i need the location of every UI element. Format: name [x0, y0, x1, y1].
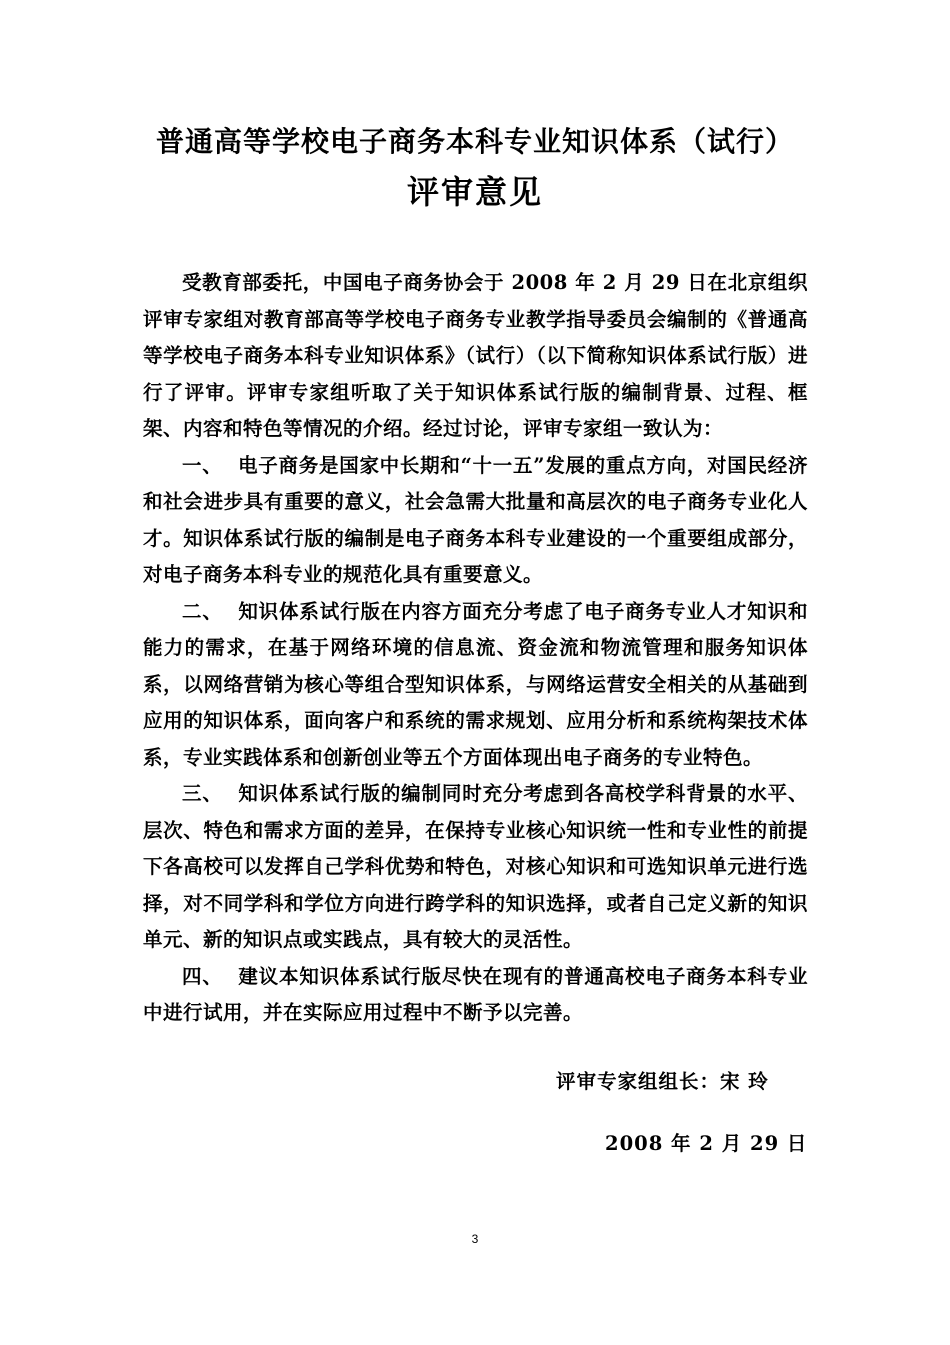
point-paragraph-2 [143, 594, 808, 777]
point-number: 二、 [182, 599, 223, 623]
point-paragraph-3 [143, 776, 808, 959]
point-number: 三、 [182, 782, 223, 805]
point-text: 建议本知识体系试行版尽快在现有的普通高校电子商务本科专业中进行试用，并在实际应用过程中不断予以完善。 [143, 964, 808, 1024]
signature-line: 评审专家组组长：宋 玲 [556, 1070, 769, 1093]
point-text: 知识体系试行版的编制同时充分考虑到各高校学科背景的水平、层次、特色和需求方面的差异，在保持专业核心知识统一性和专业性的前提下各高校可以发挥自己学科优势和特色，对核心知识和可选知识单元进行选择，对不同学科和学位方向进行跨学科的知识选择，或者自己定义新的知识单元、新的知识点或实践点，具有较大的灵活性。 [143, 782, 808, 951]
point-paragraph-4 [143, 959, 808, 1032]
document-subtitle: 评审意见 [406, 173, 543, 211]
point-number: 四、 [182, 964, 223, 988]
document-body [143, 265, 808, 1032]
point-number: 一、 [182, 453, 223, 477]
signature-date: 2008 年 2 月 29 日 [605, 1132, 808, 1155]
document-title: 普通高等学校电子商务本科专业知识体系（试行） [155, 125, 794, 158]
page-number: 3 [471, 1232, 479, 1246]
intro-paragraph: 受教育部委托，中国电子商务协会于 2008 年 2 月 29 日在北京组织评审专家组对教育部高等学校电子商务专业教学指导委员会编制的《普通高等学校电子商务本科专业知识体系》（试行）（以下简称知识体系试行版）进行了评审。评审专家组听取了关于知识体系试行版的编制背景、过程、框架、内容和特色等情况的介绍。经过讨论，评审专家组一致认为： [143, 271, 808, 440]
point-paragraph-1 [143, 448, 808, 594]
point-text: 电子商务是国家中长期和“十一五”发展的重点方向，对国民经济和社会进步具有重要的意义，社会急需大批量和高层次的电子商务专业化人才。知识体系试行版的编制是电子商务本科专业建设的一个重要组成部分，对电子商务本科专业的规范化具有重要意义。 [143, 453, 808, 586]
point-text: 知识体系试行版在内容方面充分考虑了电子商务专业人才知识和能力的需求，在基于网络环境的信息流、资金流和物流管理和服务知识体系，以网络营销为核心等组合型知识体系，与网络运营安全相关的从基础到应用的知识体系，面向客户和系统的需求规划、应用分析和系统构架技术体系，专业实践体系和创新创业等五个方面体现出电子商务的专业特色。 [143, 599, 808, 769]
